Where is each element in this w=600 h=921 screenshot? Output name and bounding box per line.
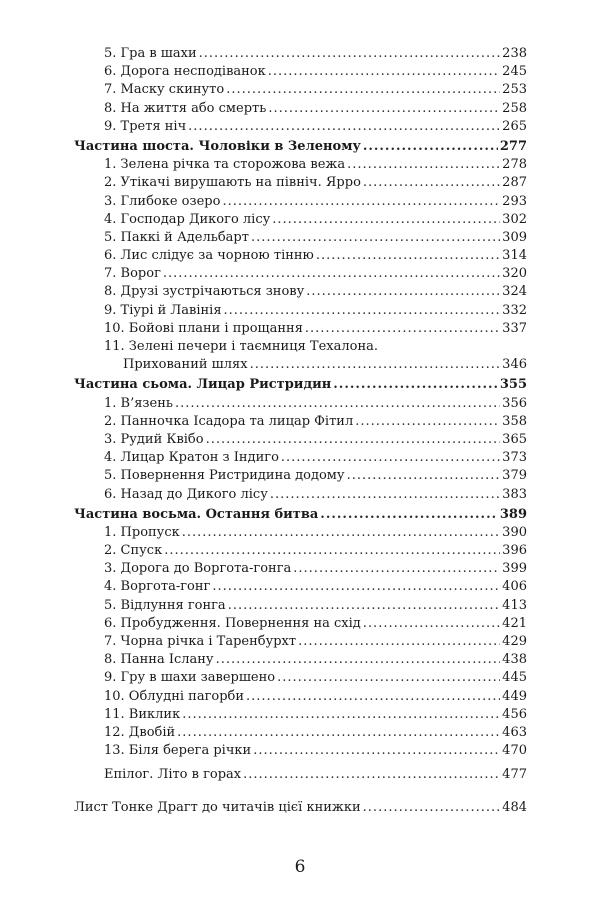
page-ref: 258 bbox=[502, 100, 527, 116]
entry-title: 9. Гру в шахи завершено bbox=[104, 670, 276, 686]
toc-part-6[interactable] bbox=[74, 138, 527, 156]
leader-dots bbox=[270, 486, 500, 504]
page-ref: 438 bbox=[502, 652, 527, 668]
leader-dots bbox=[293, 560, 500, 578]
page-ref: 309 bbox=[502, 229, 527, 245]
leader-dots bbox=[246, 688, 500, 706]
leader-dots bbox=[182, 524, 500, 542]
leader-dots bbox=[243, 766, 500, 784]
page-ref: 470 bbox=[502, 743, 527, 759]
page-ref: 278 bbox=[502, 157, 527, 173]
entry-title: 8. На життя або смерть bbox=[104, 100, 267, 116]
entry-title: 9. Третя ніч bbox=[104, 118, 187, 134]
toc-entry[interactable] bbox=[74, 542, 527, 560]
toc-entry[interactable] bbox=[74, 265, 527, 283]
entry-title: 4. Господар Дикого лісу bbox=[104, 211, 271, 227]
entry-title: 5. Повернення Ристридина додому bbox=[104, 468, 345, 484]
leader-dots bbox=[163, 265, 500, 283]
page-ref: 346 bbox=[502, 357, 527, 373]
toc-entry[interactable] bbox=[74, 247, 527, 265]
toc-entry-continuation[interactable] bbox=[74, 356, 527, 374]
leader-dots bbox=[268, 100, 500, 118]
entry-title: 7. Чорна річка і Таренбурхт bbox=[104, 634, 297, 649]
page-ref: 463 bbox=[502, 724, 527, 740]
leader-dots bbox=[212, 578, 500, 596]
toc-part-8[interactable] bbox=[74, 506, 527, 524]
page-ref: 320 bbox=[502, 266, 527, 282]
page-ref: 456 bbox=[502, 706, 527, 722]
leader-dots bbox=[333, 376, 498, 394]
entry-title: 6. Дорога несподіванок bbox=[104, 64, 266, 80]
toc-group-part8 bbox=[74, 524, 527, 760]
leader-dots bbox=[182, 706, 500, 724]
page-ref: 379 bbox=[502, 468, 527, 484]
toc-entry[interactable] bbox=[74, 193, 527, 211]
toc-entry[interactable] bbox=[74, 431, 527, 449]
page-ref: 396 bbox=[502, 543, 527, 559]
toc-entry[interactable] bbox=[74, 486, 527, 504]
toc-entry[interactable] bbox=[74, 742, 527, 760]
toc-letter[interactable] bbox=[74, 799, 527, 817]
toc-entry[interactable] bbox=[74, 81, 527, 99]
leader-dots bbox=[347, 156, 500, 174]
entry-title: 7. Ворог bbox=[104, 266, 161, 282]
entry-title: 3. Глибоке озеро bbox=[104, 193, 221, 209]
part-title: Частина шоста. Чоловіки в Зеленому bbox=[74, 138, 361, 154]
entry-title: 5. Відлуння гонга bbox=[104, 597, 226, 613]
page-ref: 429 bbox=[502, 634, 527, 649]
page-ref: 399 bbox=[502, 561, 527, 577]
toc-entry[interactable] bbox=[74, 560, 527, 578]
entry-title: 4. Лицар Кратон з Індиго bbox=[104, 450, 279, 466]
entry-title: 1. Пропуск bbox=[104, 524, 180, 540]
leader-dots bbox=[224, 302, 501, 320]
leader-dots bbox=[277, 669, 500, 687]
page-ref: 277 bbox=[499, 138, 527, 154]
page-ref: 484 bbox=[502, 799, 527, 815]
leader-dots bbox=[305, 320, 500, 338]
page-ref: 265 bbox=[502, 118, 527, 134]
toc-entry[interactable] bbox=[74, 118, 527, 136]
entry-title: 10. Бойові плани і прощання bbox=[104, 320, 303, 336]
page-ref: 293 bbox=[502, 193, 527, 209]
leader-dots bbox=[298, 633, 500, 651]
toc-entry[interactable] bbox=[74, 524, 527, 542]
page-ref: 389 bbox=[499, 506, 527, 522]
entry-title: 2. Панночка Ісадора та лицар Фітил bbox=[104, 413, 354, 429]
toc-epilog[interactable] bbox=[74, 766, 527, 784]
page-ref: 253 bbox=[502, 82, 527, 98]
page-ref: 358 bbox=[502, 413, 527, 429]
leader-dots bbox=[199, 45, 501, 63]
leader-dots bbox=[363, 138, 498, 156]
page-ref: 421 bbox=[502, 615, 527, 631]
entry-title: 10. Облудні пагорби bbox=[104, 688, 245, 704]
letter-title: Лист Тонке Драгт до читачів цієї книжки bbox=[74, 799, 361, 815]
toc-entry[interactable] bbox=[74, 320, 527, 338]
page-ref: 477 bbox=[502, 767, 527, 783]
page-ref: 445 bbox=[502, 670, 527, 686]
leader-dots bbox=[164, 542, 500, 560]
entry-title: 1. В’язень bbox=[104, 395, 173, 411]
entry-title: 8. Панна Іслану bbox=[104, 652, 214, 668]
page-ref: 383 bbox=[502, 486, 527, 502]
entry-title: 6. Пробудження. Повернення на схід bbox=[104, 615, 361, 631]
toc-entry[interactable] bbox=[74, 615, 527, 633]
entry-title: 8. Друзі зустрічаються знову bbox=[104, 284, 305, 300]
page-number: 6 bbox=[294, 857, 306, 877]
entry-title: 5. Паккі й Адельбарт bbox=[104, 229, 249, 245]
toc-entry[interactable] bbox=[74, 578, 527, 596]
leader-dots bbox=[347, 467, 501, 485]
page-ref: 287 bbox=[502, 175, 527, 191]
toc-entry[interactable] bbox=[74, 283, 527, 301]
toc-entry[interactable] bbox=[74, 449, 527, 467]
leader-dots bbox=[320, 506, 498, 524]
table-of-contents bbox=[74, 45, 527, 817]
leader-dots bbox=[281, 449, 500, 467]
entry-title: 3. Дорога до Воргота-гонга bbox=[104, 561, 292, 577]
toc-entry[interactable] bbox=[74, 467, 527, 485]
page-ref: 356 bbox=[502, 395, 527, 411]
page-ref: 238 bbox=[502, 46, 527, 61]
page-ref: 390 bbox=[502, 524, 527, 540]
entry-title: 4. Воргота-гонг bbox=[104, 579, 211, 595]
leader-dots bbox=[272, 211, 500, 229]
page-ref: 302 bbox=[502, 211, 527, 227]
toc-group-part6 bbox=[74, 156, 527, 338]
entry-title: 1. Зелена річка та сторожова вежа bbox=[104, 157, 346, 173]
toc-entry[interactable] bbox=[74, 229, 527, 247]
toc-entry-wrapped-line[interactable] bbox=[74, 338, 527, 356]
page-ref: 332 bbox=[502, 302, 527, 318]
toc-entry[interactable] bbox=[74, 45, 527, 63]
toc-entry[interactable] bbox=[74, 688, 527, 706]
leader-dots bbox=[216, 651, 501, 669]
page-ref: 245 bbox=[502, 64, 527, 80]
page-ref: 324 bbox=[502, 284, 527, 300]
toc-group-part7 bbox=[74, 395, 527, 504]
entry-title: 6. Лис слідує за чорною тінню bbox=[104, 248, 314, 264]
leader-dots bbox=[222, 193, 500, 211]
toc-group-top bbox=[74, 45, 527, 136]
toc-entry[interactable] bbox=[74, 669, 527, 687]
toc-entry[interactable] bbox=[74, 706, 527, 724]
leader-dots bbox=[363, 174, 500, 192]
entry-title: 6. Назад до Дикого лісу bbox=[104, 486, 268, 502]
entry-title: 7. Маску скинуто bbox=[104, 82, 225, 98]
entry-title-line1: 11. Зелені печери і таємниця Техалона. bbox=[104, 339, 378, 354]
leader-dots bbox=[355, 413, 500, 431]
page-ref: 337 bbox=[502, 320, 527, 336]
epilog-title: Епілог. Літо в горах bbox=[104, 767, 242, 783]
toc-part-7[interactable] bbox=[74, 376, 527, 394]
leader-dots bbox=[363, 615, 500, 633]
leader-dots bbox=[253, 742, 500, 760]
page-ref: 406 bbox=[502, 579, 527, 595]
entry-title: 11. Виклик bbox=[104, 706, 181, 722]
leader-dots bbox=[250, 356, 501, 374]
leader-dots bbox=[306, 283, 500, 301]
entry-title: 3. Рудий Квібо bbox=[104, 431, 204, 447]
entry-title-line2: Прихований шлях bbox=[123, 357, 248, 373]
leader-dots bbox=[228, 597, 500, 615]
leader-dots bbox=[316, 247, 500, 265]
entry-title: 9. Тіурі й Лавінія bbox=[104, 302, 222, 318]
toc-entry[interactable] bbox=[74, 395, 527, 413]
page-ref: 355 bbox=[499, 377, 527, 393]
toc-entry[interactable] bbox=[74, 302, 527, 320]
toc-entry[interactable] bbox=[74, 211, 527, 229]
leader-dots bbox=[251, 229, 500, 247]
page-ref: 365 bbox=[502, 431, 527, 447]
entry-title: 13. Біля берега річки bbox=[104, 743, 252, 759]
toc-entry[interactable] bbox=[74, 174, 527, 192]
leader-dots bbox=[177, 724, 500, 742]
part-title: Частина восьма. Остання битва bbox=[74, 506, 319, 522]
leader-dots bbox=[206, 431, 501, 449]
leader-dots bbox=[363, 799, 501, 817]
toc-entry[interactable] bbox=[74, 651, 527, 669]
toc-entry[interactable] bbox=[74, 597, 527, 615]
toc-entry[interactable] bbox=[74, 100, 527, 118]
leader-dots bbox=[175, 395, 500, 413]
leader-dots bbox=[268, 63, 500, 81]
entry-title: 2. Утікачі вирушають на північ. Ярро bbox=[104, 175, 361, 191]
toc-entry[interactable] bbox=[74, 724, 527, 742]
leader-dots bbox=[188, 118, 500, 136]
toc-entry[interactable] bbox=[74, 413, 527, 431]
page-ref: 413 bbox=[502, 597, 527, 613]
page-ref: 314 bbox=[502, 248, 527, 264]
part-title: Частина сьома. Лицар Ристридин bbox=[74, 377, 332, 393]
toc-entry[interactable] bbox=[74, 156, 527, 174]
entry-title: 5. Гра в шахи bbox=[104, 46, 197, 61]
toc-entry[interactable] bbox=[74, 633, 527, 651]
page-ref: 449 bbox=[502, 688, 527, 704]
entry-title: 12. Двобій bbox=[104, 724, 176, 740]
leader-dots bbox=[226, 81, 500, 99]
toc-entry[interactable] bbox=[74, 63, 527, 81]
entry-title: 2. Спуск bbox=[104, 543, 163, 559]
page-ref: 373 bbox=[502, 450, 527, 466]
